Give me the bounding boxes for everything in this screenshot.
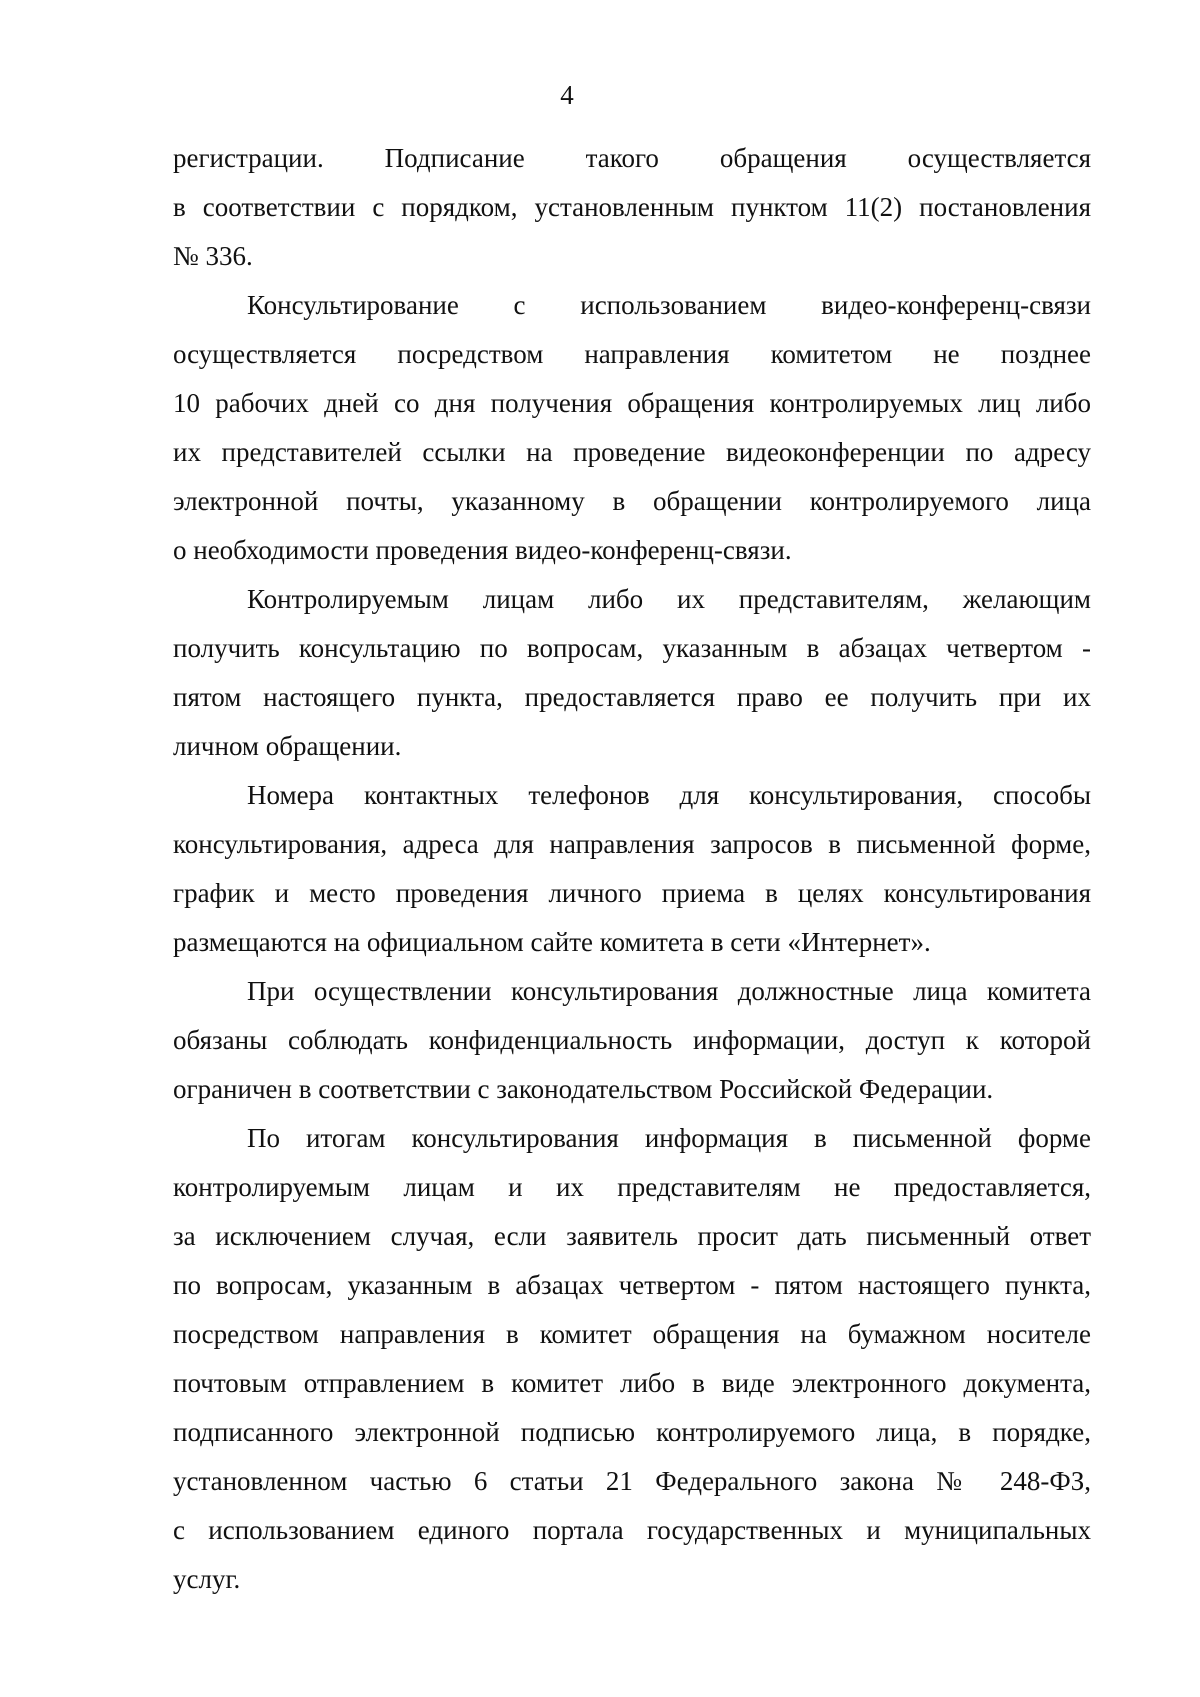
page-number: 4: [560, 80, 574, 110]
text-line: ограничен в соответствии с законодательством Российской Федерации.: [173, 1074, 994, 1104]
paragraph-6: [173, 1114, 1091, 1604]
text-line: установленном частью 6 статьи 21 Федерального закона № 248-ФЗ,: [173, 1466, 1091, 1496]
text-line: посредством направления в комитет обращения на бумажном носителе: [173, 1319, 1091, 1349]
text-line: контролируемым лицам и их представителям не предоставляется,: [173, 1172, 1091, 1202]
text-line: в соответствии с порядком, установленным пунктом 11(2) постановления: [173, 192, 1091, 222]
text-line: почтовым отправлением в комитет либо в виде электронного документа,: [173, 1368, 1091, 1398]
text-line: личном обращении.: [173, 731, 402, 761]
text-line: 10 рабочих дней со дня получения обращения контролируемых лиц либо: [173, 388, 1091, 418]
text-line: № 336.: [173, 241, 253, 271]
text-line: регистрации. Подписание такого обращения осуществляется: [173, 143, 1091, 173]
text-line: осуществляется посредством направления комитетом не позднее: [173, 339, 1091, 369]
text-line: размещаются на официальном сайте комитета в сети «Интернет».: [173, 927, 931, 957]
text-line: электронной почты, указанному в обращении контролируемого лица: [173, 486, 1091, 516]
text-line: подписанного электронной подписью контролируемого лица, в порядке,: [173, 1417, 1091, 1447]
text-line: обязаны соблюдать конфиденциальность информации, доступ к которой: [173, 1025, 1091, 1055]
text-line: При осуществлении консультирования должностные лица комитета: [247, 976, 1091, 1006]
text-line: По итогам консультирования информация в письменной форме: [247, 1123, 1091, 1153]
paragraph-5: [173, 967, 1091, 1114]
text-line: Консультирование с использованием видео-конференц-связи: [247, 290, 1091, 320]
paragraph-3: [173, 575, 1091, 771]
text-line: за исключением случая, если заявитель просит дать письменный ответ: [173, 1221, 1091, 1251]
text-line: их представителей ссылки на проведение видеоконференции по адресу: [173, 437, 1091, 467]
text-line: Номера контактных телефонов для консультирования, способы: [247, 780, 1091, 810]
text-line: график и место проведения личного приема в целях консультирования: [173, 878, 1091, 908]
paragraph-4: [173, 771, 1091, 967]
text-line: по вопросам, указанным в абзацах четвертом - пятом настоящего пункта,: [173, 1270, 1091, 1300]
paragraph-2: [173, 281, 1091, 575]
text-line: пятом настоящего пункта, предоставляется право ее получить при их: [173, 682, 1091, 712]
text-line: получить консультацию по вопросам, указанным в абзацах четвертом -: [173, 633, 1091, 663]
text-line: консультирования, адреса для направления запросов в письменной форме,: [173, 829, 1091, 859]
paragraph-1: [173, 134, 1091, 281]
text-line: о необходимости проведения видео-конференц-связи.: [173, 535, 792, 565]
text-line: Контролируемым лицам либо их представителям, желающим: [247, 584, 1091, 614]
text-line: услуг.: [173, 1564, 241, 1594]
text-line: с использованием единого портала государственных и муниципальных: [173, 1515, 1091, 1545]
document-body: [173, 134, 1091, 1604]
